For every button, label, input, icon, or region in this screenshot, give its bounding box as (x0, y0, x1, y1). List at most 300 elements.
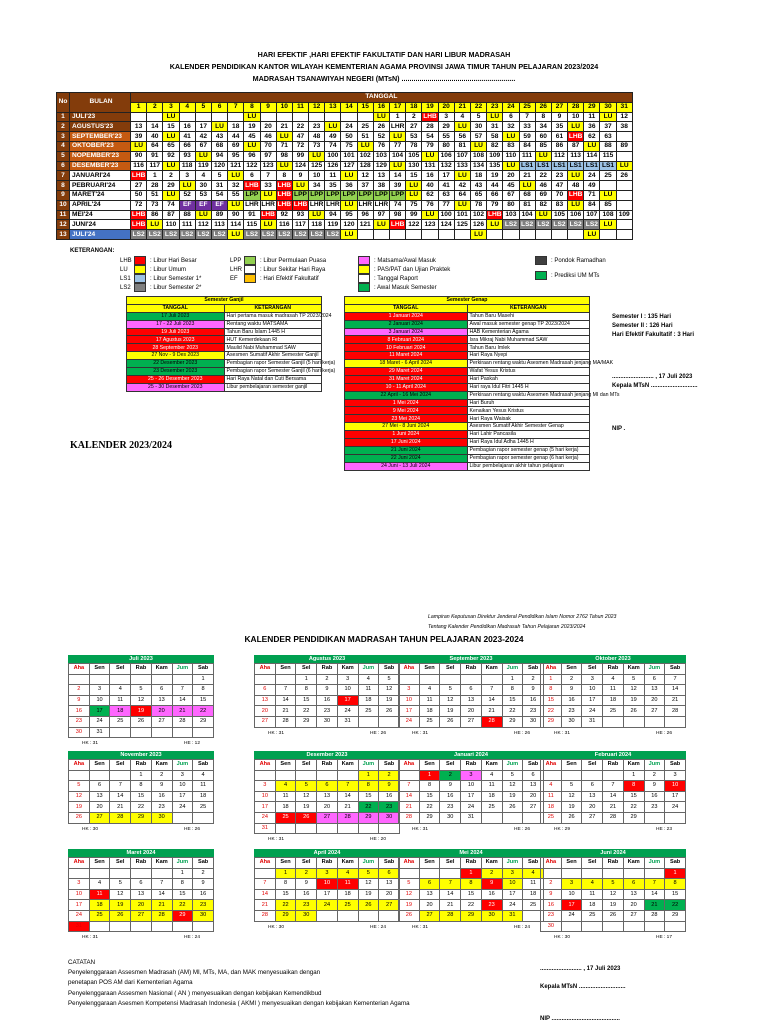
title-line-2: KALENDER PENDIDIKAN KANTOR WILAYAH KEMENTERIAN AGAMA PROVINSI JAWA TIMUR TAHUN PELAJARAN 2023/2024 (169, 62, 599, 71)
day-cell: 25 (523, 900, 544, 911)
legend-item (120, 256, 197, 265)
day-cell: 23 (379, 802, 400, 813)
day-cell: 19 (379, 695, 400, 706)
hk-count: HK : 31 (268, 837, 284, 843)
day-name-row (541, 760, 686, 771)
event-row (127, 352, 322, 360)
day-cell (255, 674, 276, 685)
day-cell: 25 (337, 900, 358, 911)
grid-cell: 100 (438, 210, 454, 220)
grid-cell: EF (211, 200, 227, 210)
day-cell: 22 (665, 900, 686, 911)
grid-cell (551, 230, 567, 240)
grid-cell (422, 230, 438, 240)
day-cell: 20 (582, 802, 603, 813)
day-cell (337, 770, 358, 781)
week-row (399, 889, 544, 900)
grid-row-bulan: MARET'24 (70, 190, 131, 200)
day-name: Jum (358, 858, 379, 869)
day-cell: 30 (523, 716, 544, 727)
week-row (399, 868, 544, 879)
day-name: Jum (502, 858, 523, 869)
day-cell: 14 (151, 889, 172, 900)
day-cell: 22 (623, 802, 644, 813)
month-title: Juli 2023 (68, 655, 214, 663)
day-cell: 4 (89, 879, 110, 890)
grid-cell: 15 (406, 171, 422, 181)
grid-cell: 35 (325, 181, 341, 191)
grid-cell (616, 151, 632, 161)
event-row (127, 360, 322, 368)
day-cell: 28 (440, 910, 461, 921)
grid-cell: 9 (551, 112, 567, 122)
day-name: Rab (131, 858, 152, 869)
grid-cell: 28 (422, 122, 438, 132)
day-cell (541, 770, 562, 781)
grid-cell: 81 (519, 200, 535, 210)
grid-day-number: 21 (454, 102, 470, 112)
week-row (255, 685, 400, 696)
day-cell (131, 868, 152, 879)
week-row (541, 685, 686, 696)
week-row (399, 791, 544, 802)
legend-swatch (134, 274, 146, 283)
hk-count: HK : 30 (82, 826, 98, 832)
grid-cell: 78 (470, 200, 486, 210)
day-cell: 26 (603, 910, 624, 921)
month-calendar (398, 849, 544, 930)
grid-cell (519, 230, 535, 240)
grid-cell: 27 (131, 181, 147, 191)
grid-cell: 51 (147, 190, 163, 200)
day-cell: 21 (337, 802, 358, 813)
day-cell: 24 (582, 706, 603, 717)
day-cell: 14 (481, 695, 502, 706)
day-cell: 16 (317, 695, 338, 706)
grid-cell: 34 (309, 181, 325, 191)
event-desc: HUT Kemerdekaan RI (224, 336, 322, 344)
grid-row-bulan: SEPTEMBER'23 (70, 132, 131, 142)
day-cell: 15 (296, 695, 317, 706)
grid-cell: 119 (195, 161, 211, 171)
grid-cell: 94 (325, 210, 341, 220)
day-cell (89, 770, 110, 781)
grid-cell: LU (535, 210, 551, 220)
grid-cell: LS1 (551, 161, 567, 171)
day-cell: 5 (502, 770, 523, 781)
grid-cell: 43 (470, 181, 486, 191)
day-cell: 9 (481, 879, 502, 890)
event-desc: Hari Raya Waisak (467, 415, 590, 423)
event-row (345, 431, 590, 439)
grid-cell: 38 (616, 122, 632, 132)
week-row (399, 900, 544, 911)
grid-cell: 52 (179, 190, 195, 200)
grid-cell: 45 (244, 132, 260, 142)
grid-cell: LU (260, 190, 276, 200)
week-row (399, 674, 544, 685)
day-cell: 23 (69, 716, 90, 727)
grid-cell: 117 (292, 220, 308, 230)
grid-cell: 114 (584, 151, 600, 161)
grid-day-number: 2 (147, 102, 163, 112)
day-cell: 17 (461, 791, 482, 802)
legend-text: : Hari Efektif Fakultatif (260, 275, 319, 282)
event-desc: Hari Raya Nyepi (467, 352, 590, 360)
week-row (541, 868, 686, 879)
week-row (69, 770, 214, 781)
week-row (255, 910, 400, 921)
day-cell: 30 (296, 910, 317, 921)
event-row (345, 391, 590, 399)
grid-cell: 7 (260, 171, 276, 181)
day-cell: 15 (172, 889, 193, 900)
he-count: HE : 23 (656, 826, 672, 832)
day-cell: 21 (110, 802, 131, 813)
week-row (399, 706, 544, 717)
grid-cell: 118 (179, 161, 195, 171)
day-cell (440, 674, 461, 685)
grid-cell: LS2 (325, 230, 341, 240)
grid-cell: LU (163, 132, 179, 142)
month-hk (398, 925, 544, 930)
grid-cell: 126 (470, 220, 486, 230)
grid-cell: 97 (260, 151, 276, 161)
grid-cell: 63 (438, 190, 454, 200)
day-name-row (541, 858, 686, 869)
day-cell (89, 921, 110, 932)
event-date: 9 Mei 2024 (345, 407, 468, 415)
day-cell: 9 (523, 685, 544, 696)
grid-cell: LHR (326, 201, 340, 209)
grid-cell: 62 (422, 190, 438, 200)
grid-cell: LS2 (147, 230, 163, 240)
day-name: Sab (379, 760, 400, 771)
catatan-title: CATATAN (68, 959, 96, 966)
grid-cell: 115 (600, 151, 616, 161)
grid-cell: 12 (616, 112, 632, 122)
grid-cell: 32 (503, 122, 519, 132)
event-row (345, 328, 590, 336)
week-row (541, 879, 686, 890)
grid-cell: 119 (325, 220, 341, 230)
day-cell: 7 (151, 879, 172, 890)
grid-cell: 92 (163, 151, 179, 161)
day-cell: 28 (110, 812, 131, 823)
day-cell (603, 770, 624, 781)
legend-code: LS1 (120, 275, 131, 282)
day-cell: 7 (603, 781, 624, 792)
day-name: Sen (275, 664, 296, 675)
day-cell (665, 812, 686, 823)
col-tanggal: TANGGAL (345, 304, 468, 312)
day-cell: 11 (358, 685, 379, 696)
day-cell: 26 (502, 802, 523, 813)
day-cell (337, 910, 358, 921)
day-cell: 16 (193, 889, 214, 900)
grid-row-bulan: APRIL'24 (70, 200, 131, 210)
grid-day-number: 15 (357, 102, 373, 112)
day-cell: 5 (440, 685, 461, 696)
grid-cell: LU (487, 112, 503, 122)
grid-cell: 77 (438, 200, 454, 210)
grid-cell: 109 (616, 210, 632, 220)
grid-cell: 41 (438, 181, 454, 191)
month-calendar (540, 751, 686, 832)
grid-cell: 57 (470, 132, 486, 142)
day-cell: 14 (665, 685, 686, 696)
grid-cell: LU (244, 112, 260, 122)
grid-cell: 80 (503, 200, 519, 210)
grid-cell (390, 230, 406, 240)
day-name: Kam (151, 664, 172, 675)
day-cell: 16 (481, 889, 502, 900)
sign-nip: NIP . (612, 426, 626, 432)
event-date: 22 Juni 2024 (345, 454, 468, 462)
week-row (541, 921, 686, 932)
month-grid (68, 759, 214, 824)
day-cell: 1 (502, 674, 523, 685)
day-cell: 30 (440, 812, 461, 823)
grid-row-bulan: DESEMBER'23 (70, 161, 131, 171)
grid-cell (211, 112, 227, 122)
day-cell: 17 (665, 791, 686, 802)
day-cell: 16 (151, 791, 172, 802)
grid-day-number: 13 (325, 102, 341, 112)
event-date: 27 Nov - 9 Des 2023 (127, 352, 225, 360)
grid-cell: 103 (373, 151, 389, 161)
day-cell (399, 868, 420, 879)
day-cell: 16 (69, 706, 90, 717)
day-cell: 15 (358, 791, 379, 802)
grid-row-no: 11 (57, 210, 70, 220)
grid-cell: 46 (260, 132, 276, 142)
day-cell (603, 716, 624, 727)
grid-cell: 94 (211, 151, 227, 161)
day-cell: 22 (131, 802, 152, 813)
day-cell: 30 (69, 727, 90, 738)
grid-day-number: 24 (503, 102, 519, 112)
day-cell: 7 (255, 879, 276, 890)
day-cell: 5 (603, 879, 624, 890)
week-row (255, 695, 400, 706)
grid-cell: 20 (260, 122, 276, 132)
day-cell (172, 727, 193, 738)
week-row (69, 695, 214, 706)
event-row (345, 399, 590, 407)
day-cell: 13 (419, 889, 440, 900)
grid-cell: 111 (519, 151, 535, 161)
day-cell (582, 921, 603, 932)
grid-cell: 32 (228, 181, 244, 191)
day-cell: 13 (461, 695, 482, 706)
month-calendar (254, 751, 400, 842)
day-cell: 1 (296, 674, 317, 685)
grid-day-number: 20 (438, 102, 454, 112)
grid-cell: LPP (342, 191, 356, 199)
grid-cell: LU (503, 161, 519, 171)
grid-cell: LS1 (535, 161, 551, 171)
grid-cell: 37 (357, 181, 373, 191)
day-cell: 24 (399, 716, 420, 727)
day-cell: 19 (603, 900, 624, 911)
grid-cell: 112 (195, 220, 211, 230)
month-calendar (254, 849, 400, 930)
day-cell: 30 (317, 716, 338, 727)
event-date: 2 Januari 2024 (345, 320, 468, 328)
month-grid (398, 663, 544, 728)
grid-cell: 103 (503, 210, 519, 220)
day-name: Kam (481, 664, 502, 675)
day-cell: 7 (665, 674, 686, 685)
day-cell: 12 (603, 889, 624, 900)
event-row (345, 320, 590, 328)
grid-cell: LU (309, 151, 325, 161)
grid-cell: 85 (535, 141, 551, 151)
grid-month-row (57, 151, 633, 161)
grid-cell: 121 (228, 161, 244, 171)
grid-cell: 122 (244, 161, 260, 171)
hk-count: HK : 31 (412, 730, 428, 736)
day-name: Sel (110, 664, 131, 675)
day-cell (481, 812, 502, 823)
grid-cell: 89 (211, 210, 227, 220)
day-cell: 17 (582, 695, 603, 706)
day-cell: 26 (69, 812, 90, 823)
grid-cell: LU (195, 210, 211, 220)
day-cell: 1 (665, 868, 686, 879)
grid-cell (616, 190, 632, 200)
grid-row-no: 4 (57, 141, 70, 151)
day-name: Sen (89, 664, 110, 675)
grid-cell: 19 (244, 122, 260, 132)
event-date: 29 Maret 2024 (345, 368, 468, 376)
day-cell: 24 (502, 900, 523, 911)
day-cell: 31 (89, 727, 110, 738)
grid-cell: LS2 (195, 230, 211, 240)
grid-cell: LPP (391, 191, 404, 199)
day-cell: 4 (481, 770, 502, 781)
day-cell (172, 812, 193, 823)
day-cell: 30 (561, 716, 582, 727)
day-name-row (255, 858, 400, 869)
grid-cell: LU (228, 171, 244, 181)
legend-code: LHB (120, 257, 132, 264)
week-row (69, 812, 214, 823)
day-cell: 28 (255, 910, 276, 921)
event-row (345, 439, 590, 447)
grid-cell: 42 (195, 132, 211, 142)
grid-cell: 54 (211, 190, 227, 200)
grid-cell: 4 (195, 171, 211, 181)
grid-cell: 2 (406, 112, 422, 122)
grid-day-number: 18 (406, 102, 422, 112)
grid-cell: 23 (551, 171, 567, 181)
grid-cell: LHB (131, 210, 146, 218)
grid-cell: 133 (454, 161, 470, 171)
month-calendar (68, 655, 214, 746)
day-cell: 3 (172, 770, 193, 781)
day-cell (255, 868, 276, 879)
day-cell: 19 (296, 802, 317, 813)
day-cell: 9 (151, 781, 172, 792)
day-cell: 21 (275, 706, 296, 717)
day-cell (131, 921, 152, 932)
day-cell: 3 (665, 770, 686, 781)
legend-swatch (244, 265, 256, 274)
week-row (399, 695, 544, 706)
day-cell: 19 (110, 900, 131, 911)
day-cell: 22 (419, 802, 440, 813)
event-desc: Hari Lahir Pancasila (467, 431, 590, 439)
grid-cell: 4 (454, 112, 470, 122)
grid-cell: 87 (568, 141, 584, 151)
event-date: 1 Januari 2024 (345, 312, 468, 320)
day-cell: 20 (255, 706, 276, 717)
day-cell: 25 (358, 706, 379, 717)
grid-cell: LPP (245, 191, 259, 199)
week-row (255, 879, 400, 890)
grid-day-number: 14 (341, 102, 357, 112)
grid-cell: 78 (406, 141, 422, 151)
day-cell: 25 (419, 716, 440, 727)
grid-cell: 48 (568, 181, 584, 191)
grid-cell: LU (163, 190, 179, 200)
grid-cell (373, 230, 389, 240)
day-cell: 18 (89, 900, 110, 911)
day-cell: 15 (541, 695, 562, 706)
event-row (127, 368, 322, 376)
grid-row-no: 2 (57, 122, 70, 132)
grid-cell: LU (131, 141, 147, 151)
week-row (69, 868, 214, 879)
day-name: Jum (358, 664, 379, 675)
grid-cell: 49 (584, 181, 600, 191)
grid-cell: 22 (535, 171, 551, 181)
lampiran-line-2: Tentang Kalender Pendidikan Madrasah Tahun Pelajaran 2023/2024 (428, 624, 586, 630)
he-count: HE : 26 (514, 730, 530, 736)
day-name: Aha (69, 760, 90, 771)
month-calendar (540, 655, 686, 736)
grid-cell: 88 (179, 210, 195, 220)
grid-cell: 132 (438, 161, 454, 171)
grid-cell (568, 230, 584, 240)
grid-cell: 96 (357, 210, 373, 220)
grid-day-number: 5 (195, 102, 211, 112)
day-cell: 23 (296, 900, 317, 911)
grid-cell: 64 (147, 141, 163, 151)
week-row (399, 879, 544, 890)
day-cell: 7 (110, 781, 131, 792)
day-cell: 27 (419, 910, 440, 921)
month-grid (254, 759, 400, 834)
grid-cell: 127 (341, 161, 357, 171)
grid-cell: 63 (600, 132, 616, 142)
day-cell: 8 (502, 685, 523, 696)
day-cell: 20 (461, 706, 482, 717)
day-cell: 26 (399, 910, 420, 921)
week-row (541, 812, 686, 823)
legend-swatch (134, 265, 146, 274)
grid-cell: LS2 (584, 220, 600, 230)
day-cell: 16 (541, 900, 562, 911)
grid-cell: LHB (568, 132, 583, 140)
month-grid (540, 759, 686, 824)
grid-cell: 49 (325, 132, 341, 142)
he-count: HE : 24 (184, 935, 200, 941)
day-cell: 19 (358, 889, 379, 900)
day-cell: 23 (440, 802, 461, 813)
